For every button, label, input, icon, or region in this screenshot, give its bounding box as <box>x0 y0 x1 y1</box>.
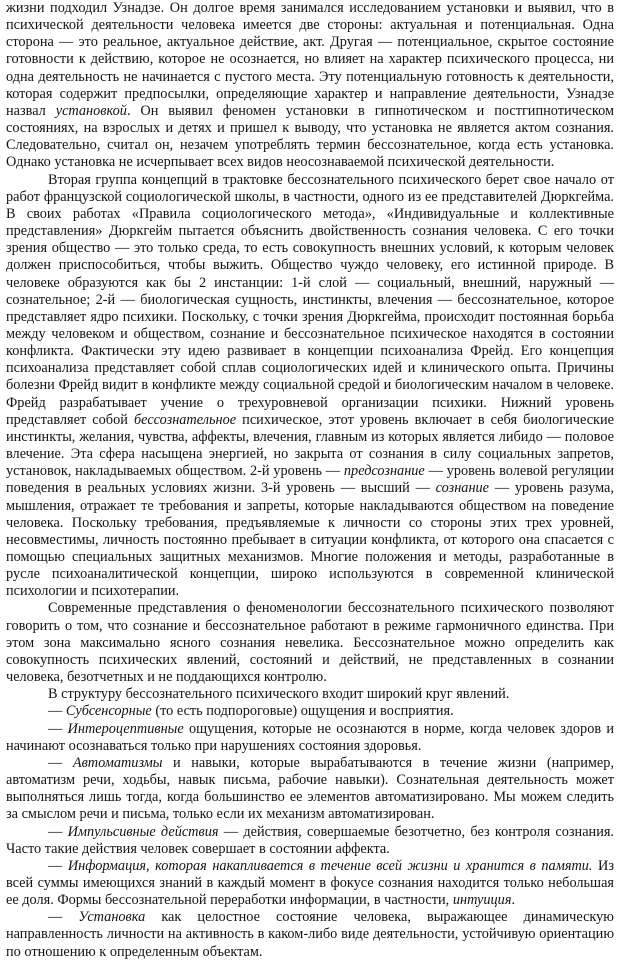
paragraph-p8 <box>6 824 614 858</box>
text-run: В структуру бессознательного психического входит широкий круг явлений. <box>48 686 510 703</box>
italic-term: Субсенсорные <box>65 703 152 720</box>
text-run: — <box>48 909 79 926</box>
italic-term: Автоматизмы <box>72 754 163 771</box>
italic-term: бессознательное <box>133 411 237 428</box>
text-run: как целостное состояние человека, выражающее динамическую направленность личности на активность в каком-либо виде деятельности, устойчивую ориентацию по отношению к определенным объектам. <box>6 909 614 960</box>
text-run: — <box>48 857 68 874</box>
italic-term: Установка <box>78 909 146 926</box>
italic-term: установкой <box>55 102 127 119</box>
italic-term: сознание <box>435 480 490 497</box>
text-run: — <box>48 720 68 737</box>
text-run: — уровень волевой регуляции поведения в реальных условиях жизни. 3-й уровень — высший — <box>6 463 614 497</box>
italic-term: интуиция <box>452 892 512 909</box>
paragraph-p1 <box>6 0 614 172</box>
text-run: Вторая группа концепций в трактовке бессознательного психического берет свое начало от работ французской социологической школы, в частности, одного из ее представителей Дюркгейма. В своих работах «Правила социологического метода», «Индивидуальные и коллективные представления» Дюркгейм пытается объяснить двойственность сознания человека. С его точки зрения общество — это только среда, то есть совокупность внешних условий, к которым человек должен приспособиться, чтобы выжить. Общество чуждо человеку, его истинной природе. В человеке образуются как бы 2 инстанции: 1-й слой — социальный, внешний, наружный — сознательное; 2-й — биологическая сущность, инстинкты, влечения — бессознательное, которое представляет ядро психики. Поскольку, с точки зрения Дюркгейма, происходит постоянная борьба между человеком и обществом, сознание и бессознательное психическое находятся в состоянии конфликта. Фактически эту идею развивает в концепции психоанализа Фрейд. Его концепция психоанализа представляет собой сплав социологических идей и клинического опыта. Причины болезни Фрейд видит в конфликте между социальной средой и биологическим началом в человеке. Фрейд разрабатывает учение о трехуровневой организации психики. Нижний уровень представляет собой <box>6 171 614 428</box>
text-run: — <box>48 823 68 840</box>
text-run: . <box>511 892 516 909</box>
text-run: — <box>48 703 66 720</box>
text-run: жизни подходил Узнадзе. Он долгое время занимался исследованием установки и выявил, что в психической деятельности человека имеется две стороны: актуальная и потенциальная. Одна сторона — это реальное, актуальное действие, акт. Другая — потенциальное, скрытое состояние готовности к действию, которое не осознается, но влияет на характер психического процесса, ни одна деятельность не начинается с пустого места. Эту потенциальную готовность к деятельности, которая содержит предпосылки, определяющие характер и направление деятельности, Узнадзе назвал <box>6 0 614 119</box>
text-run: Современные представления о феноменологии бессознательного психического позволяют говорить о том, что сознание и бессознательное работают в режиме гармоничного единства. При этом зона максимально ясного сознания невелика. Бессознательное можно определить как совокупность психических явлений, состояний и действий, не представленных в сознании человека, безотчетных и не поддающихся контролю. <box>6 600 614 686</box>
text-run: — уровень разума, мышления, отражает те требования и запреты, которые накладываются обществом на поведение человека. Поскольку требования, предъявляемые к личности со стороны этих трех уровней, несовместимы, личность постоянно пребывает в ситуации конфликта, от которого она спасается с помощью специальных защитных механизмов. Многие положения и методы, разработанные в русле психоаналитической концепции, широко используются в современной клинической психологии и психотерапии. <box>6 480 614 600</box>
italic-term: Импульсивные действия <box>67 823 219 840</box>
text-run: . Он выявил феномен установки в гипнотическом и постгипнотическом состояниях, на взрослых и детях и пришел к выводу, что установка не является актом сознания. Следовательно, считал он, незачем употреблять термин бессознательное, когда есть установка. Однако установка не исчерпывает всех видов неосознаваемой психической деятельности. <box>6 102 615 171</box>
italic-term: предсознание <box>343 463 425 480</box>
paragraph-p9 <box>6 858 614 909</box>
paragraph-p7 <box>6 755 614 824</box>
text-run: — действия, совершаемые безотчетно, без контроля сознания. Часто такие действия человек совершает в состоянии аффекта. <box>6 823 615 857</box>
paragraph-p6 <box>6 721 614 755</box>
text-run: — <box>48 754 73 771</box>
paragraph-p3 <box>6 600 614 686</box>
text-run: психическое, этот уровень включает в себя биологические инстинкты, желания, чувства, аффекты, влечения, главным из которых является либидо — половое влечение. Эта сфера насыщена энергией, но закрыта от сознания в силу социальных запретов, установок, накладываемых обществом. 2-й уровень — <box>6 411 614 480</box>
paragraph-p4 <box>6 686 614 703</box>
paragraph-p10 <box>6 909 614 960</box>
document-body <box>6 0 614 961</box>
italic-term: Информация, которая накапливается в течение всей жизни и хранится в памяти. <box>67 857 593 874</box>
italic-term: Интероцептивные <box>67 720 184 737</box>
text-run: Из всей суммы имеющихся знаний в каждый момент в фокусе сознания находится только небольшая ее доля. Формы бессознательной переработки информации, в частности, <box>6 857 615 909</box>
text-run: (то есть подпороговые) ощущения и восприятия. <box>151 703 454 720</box>
text-run: ощущения, которые не осознаются в норме, когда человек здоров и начинают осознаваться только при нарушениях состояния здоровья. <box>6 720 614 754</box>
paragraph-p2 <box>6 172 614 601</box>
paragraph-p5 <box>6 703 614 720</box>
text-run: и навыки, которые вырабатываются в течение жизни (например, автоматизм речи, ходьбы, навык письма, рабочие навыки). Сознательная деятельность может выполняться лишь тогда, когда большинство ее элементов автоматизировано. Мы можем следить за смыслом речи и письма, только если их механизм автоматизирован. <box>6 754 614 823</box>
